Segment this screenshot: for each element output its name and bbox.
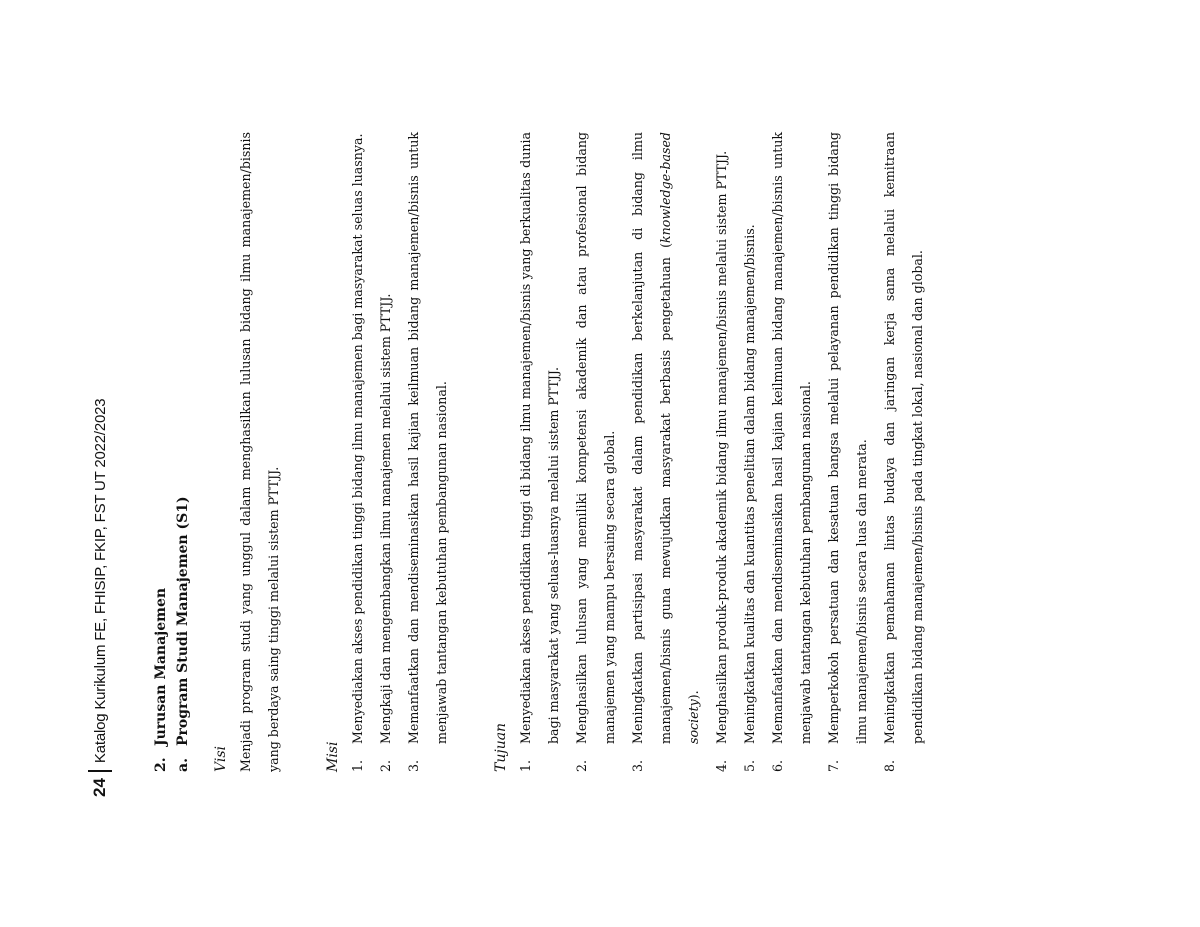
list-item <box>512 132 568 772</box>
tujuan-label: Tujuan <box>493 722 509 772</box>
section-heading-jurusan <box>150 132 172 772</box>
page-number: 24 <box>90 778 109 797</box>
list-item <box>344 132 372 772</box>
list-item-text: Menyediakan akses pendidikan tinggi bidang ilmu manajemen bagi masyarakat seluas luasnya. <box>350 133 365 744</box>
spacer <box>456 132 474 772</box>
list-item-text: Menghasilkan produk-produk akademik bidang ilmu manajemen/bisnis melalui sistem PTTJJ. <box>714 150 729 744</box>
list-item-text: Mengkaji dan mengembangkan ilmu manajemen melalui sistem PTTJJ. <box>378 293 393 744</box>
list-item <box>400 132 456 772</box>
list-item-text: Menghasilkan lulusan yang memiliki kompetensi akademik dan atau profesional bidang manajemen yang mampu bersaing secara global. <box>574 132 617 744</box>
list-item-text-italic: knowledge-based society <box>658 132 701 744</box>
list-item-text-part: Meningkatkan partisipasi masyarakat dalam pendidikan berkelanjutan di bidang ilmu manajemen/bisnis guna mewujudkan masyarakat berbasis pengetahuan ( <box>630 132 673 744</box>
list-item-number: 2. <box>574 759 589 772</box>
list-item-text: Menyediakan akses pendidikan tinggi di bidang ilmu manajemen/bisnis yang berkualitas dunia bagi masyarakat yang seluas-luasnya melalui sistem PTTJJ. <box>518 132 561 744</box>
list-item-number: 5. <box>742 759 757 772</box>
list-item-number: 6. <box>770 759 785 772</box>
list-item-number: 3. <box>406 759 421 772</box>
heading-number: 2. <box>153 757 169 772</box>
list-item <box>708 132 736 772</box>
list-item-text: Memanfaatkan dan mendiseminasikan hasil kajian keilmuan bidang manajemen/bisnis untuk menjawab tantangan kebutuhan pembangunan nasional. <box>770 132 813 744</box>
heading-number: a. <box>175 758 191 772</box>
visi-label: Visi <box>213 745 229 772</box>
list-item-number: 7. <box>826 759 841 772</box>
list-item-text <box>624 132 708 744</box>
header-title: Katalog Kurikulum FE, FHISIP, FKIP, FST UT 2022/2023 <box>91 398 109 764</box>
list-item <box>736 132 764 772</box>
list-item-number: 4. <box>714 759 729 772</box>
list-item <box>568 132 624 772</box>
list-item-text: Meningkatkan pemahaman lintas budaya dan jaringan kerja sama melalui kemitraan pendidikan bidang manajemen/bisnis pada tingkat lokal, nasional dan global. <box>882 132 925 744</box>
list-item <box>820 132 876 772</box>
list-item <box>876 132 932 772</box>
tujuan-list <box>512 132 932 772</box>
heading-text: Jurusan Manajemen <box>153 587 169 746</box>
list-item-number: 1. <box>350 759 365 772</box>
list-item <box>624 132 708 772</box>
list-item <box>764 132 820 772</box>
list-item-text: Meningkatkan kualitas dan kuantitas penelitian dalam bidang manajemen/bisnis. <box>742 224 757 744</box>
header-divider <box>88 770 112 772</box>
list-item-number: 3. <box>630 759 645 772</box>
page-content <box>150 132 932 772</box>
misi-label: Misi <box>325 741 341 772</box>
heading-text: Program Studi Manajemen (S1) <box>175 496 191 746</box>
list-item-number: 1. <box>518 759 533 772</box>
section-heading-prodi <box>172 132 194 772</box>
misi-list <box>344 132 456 772</box>
list-item-number: 2. <box>378 759 393 772</box>
page-header <box>88 399 112 797</box>
visi-text: Menjadi program studi yang unggul dalam menghasilkan lulusan bidang ilmu manajemen/bisnis yang berdaya saing tinggi melalui sistem PTTJJ. <box>238 132 281 772</box>
list-item-text: Memanfaatkan dan mendiseminasikan hasil kajian keilmuan bidang manajemen/bisnis untuk menjawab tantangan kebutuhan pembangunan nasional. <box>406 132 449 744</box>
list-item <box>372 132 400 772</box>
list-item-number: 8. <box>882 759 897 772</box>
spacer <box>288 132 306 772</box>
list-item-text-part: ). <box>686 690 701 700</box>
list-item-text: Memperkokoh persatuan dan kesatuan bangsa melalui pelayanan pendidikan tinggi bidang ilmu manajemen/bisnis secara luas dan merata. <box>826 132 869 744</box>
